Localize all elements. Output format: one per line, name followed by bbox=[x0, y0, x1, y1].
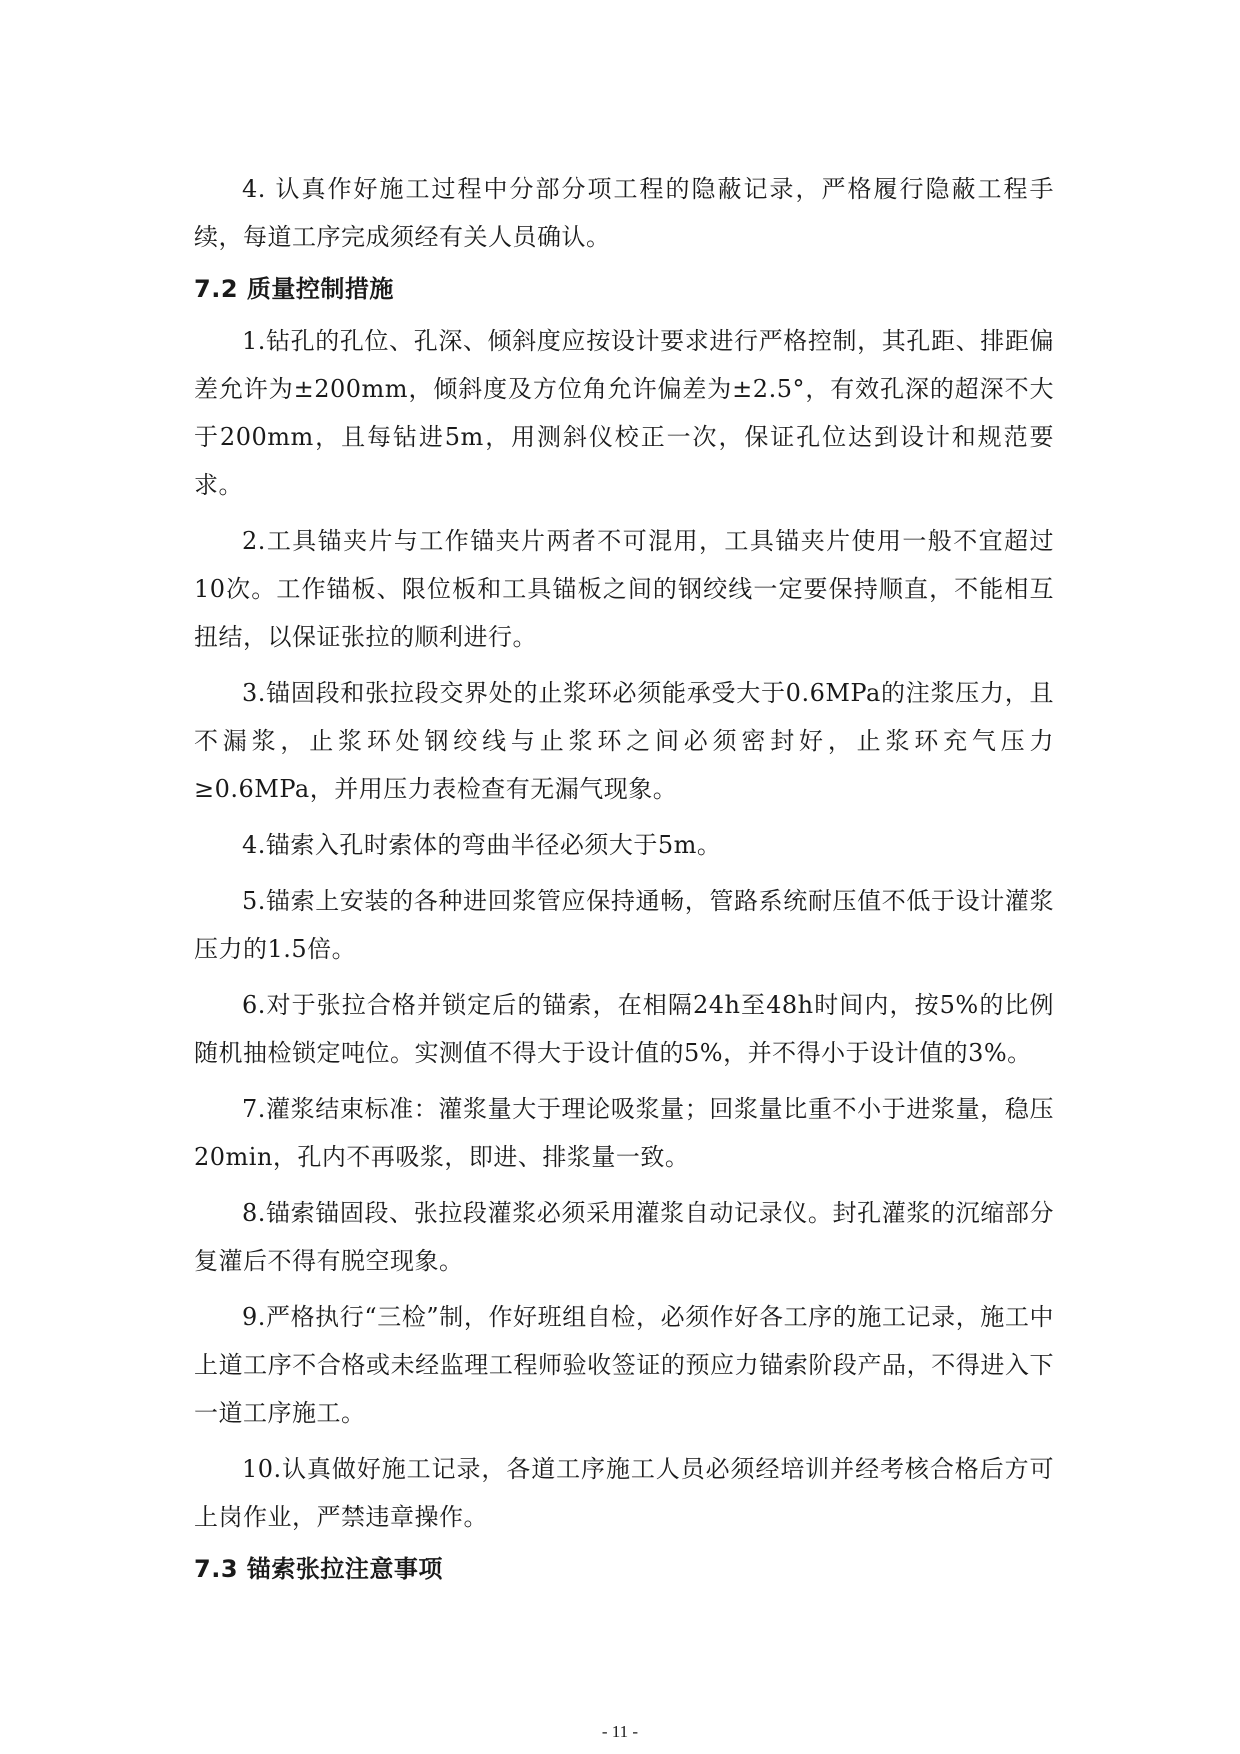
list-item-4: 4.锚索入孔时索体的弯曲半径必须大于5m。 bbox=[242, 831, 722, 859]
list-item-5: 5.锚索上安装的各种进回浆管应保持通畅，管路系统耐压值不低于设计灌浆压力的1.5倍。 bbox=[194, 887, 1054, 963]
list-item-8: 8.锚索锚固段、张拉段灌浆必须采用灌浆自动记录仪。封孔灌浆的沉缩部分复灌后不得有脱空现象。 bbox=[194, 1199, 1054, 1275]
list-item-2: 2.工具锚夹片与工作锚夹片两者不可混用，工具锚夹片使用一般不宜超过10次。工作锚板、限位板和工具锚板之间的钢绞线一定要保持顺直，不能相互扭结，以保证张拉的顺利进行。 bbox=[194, 527, 1054, 651]
section-heading-7-3: 7.3 锚索张拉注意事项 bbox=[194, 1555, 443, 1583]
list-item-3: 3.锚固段和张拉段交界处的止浆环必须能承受大于0.6MPa的注浆压力，且不漏浆，止浆环处钢绞线与止浆环之间必须密封好，止浆环充气压力≥0.6MPa，并用压力表检查有无漏气现象。 bbox=[194, 679, 1054, 803]
paragraph-intro-4: 4. 认真作好施工过程中分部分项工程的隐蔽记录，严格履行隐蔽工程手续，每道工序完成须经有关人员确认。 bbox=[194, 175, 1054, 251]
list-item-6: 6.对于张拉合格并锁定后的锚索，在相隔24h至48h时间内，按5%的比例随机抽检锁定吨位。实测值不得大于设计值的5%，并不得小于设计值的3%。 bbox=[194, 991, 1054, 1067]
page-number: - 11 - bbox=[601, 1722, 639, 1741]
section-heading-7-2: 7.2 质量控制措施 bbox=[194, 275, 394, 303]
list-item-9: 9.严格执行“三检”制，作好班组自检，必须作好各工序的施工记录，施工中上道工序不合格或未经监理工程师验收签证的预应力锚索阶段产品，不得进入下一道工序施工。 bbox=[194, 1303, 1054, 1427]
list-item-1: 1.钻孔的孔位、孔深、倾斜度应按设计要求进行严格控制，其孔距、排距偏差允许为±200mm，倾斜度及方位角允许偏差为±2.5°，有效孔深的超深不大于200mm，且每钻进5m，用测斜仪校正一次，保证孔位达到设计和规范要求。 bbox=[194, 327, 1054, 499]
document-body bbox=[194, 165, 1054, 1597]
list-item-7: 7.灌浆结束标准：灌浆量大于理论吸浆量；回浆量比重不小于进浆量，稳压20min，孔内不再吸浆，即进、排浆量一致。 bbox=[194, 1095, 1054, 1171]
list-item-10: 10.认真做好施工记录，各道工序施工人员必须经培训并经考核合格后方可上岗作业，严禁违章操作。 bbox=[194, 1455, 1054, 1531]
